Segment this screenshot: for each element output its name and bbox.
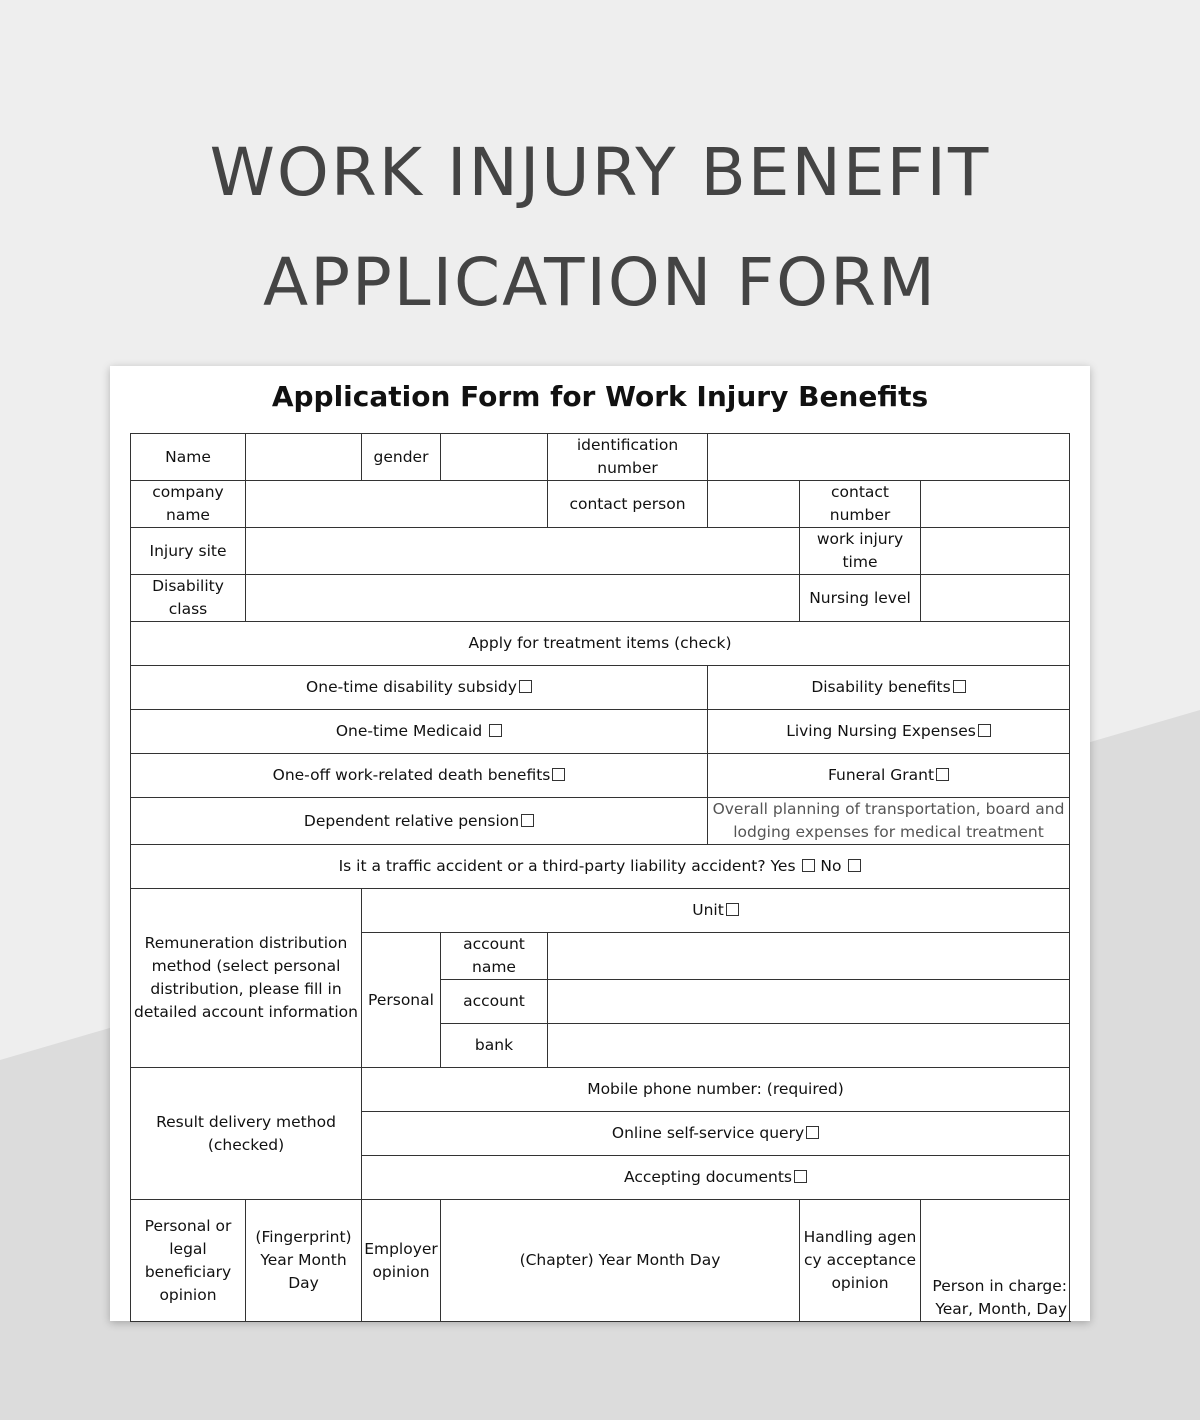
- name-label: Name: [131, 434, 246, 481]
- table-row: [131, 666, 1070, 710]
- unit-option[interactable]: [362, 889, 1070, 933]
- nursing-level-label: Nursing level: [800, 575, 921, 622]
- injury-site-label: Injury site: [131, 528, 246, 575]
- online-query-checkbox[interactable]: [806, 1126, 819, 1139]
- beneficiary-opinion-label: Personal or legal beneficiary opinion: [131, 1200, 246, 1322]
- work-injury-time-label: work injury time: [800, 528, 921, 575]
- dependent-pension-label: Dependent relative pension: [303, 811, 520, 830]
- disability-benefits-checkbox[interactable]: [953, 680, 966, 693]
- death-benefits-label: One-off work-related death benefits: [272, 766, 551, 784]
- table-row: [131, 622, 1070, 666]
- work-injury-time-field[interactable]: [921, 528, 1070, 575]
- account-field[interactable]: [548, 980, 1070, 1024]
- accepting-documents-checkbox[interactable]: [794, 1170, 807, 1183]
- unit-checkbox[interactable]: [726, 903, 739, 916]
- one-time-disability-subsidy-label: One-time disability subsidy: [306, 678, 517, 696]
- account-name-field[interactable]: [548, 933, 1070, 980]
- death-benefits-option[interactable]: [131, 754, 708, 798]
- living-nursing-expenses-checkbox[interactable]: [978, 724, 991, 737]
- one-time-medicaid-option[interactable]: [131, 710, 708, 754]
- accident-no-label: No: [820, 857, 842, 875]
- company-name-label: company name: [131, 481, 246, 528]
- fingerprint-date[interactable]: (Fingerprint) Year Month Day: [246, 1200, 362, 1322]
- agency-opinion-label: Handling agency acceptance opinion: [800, 1200, 921, 1322]
- funeral-grant-option[interactable]: [708, 754, 1070, 798]
- nursing-level-field[interactable]: [921, 575, 1070, 622]
- contact-person-field[interactable]: [708, 481, 800, 528]
- name-field[interactable]: [246, 434, 362, 481]
- funeral-grant-label: Funeral Grant: [827, 766, 935, 784]
- disability-benefits-option[interactable]: [708, 666, 1070, 710]
- application-table: [130, 433, 1070, 1322]
- banner-title: [0, 118, 1200, 338]
- funeral-grant-checkbox[interactable]: [936, 768, 949, 781]
- table-row: [131, 754, 1070, 798]
- chapter-date[interactable]: (Chapter) Year Month Day: [441, 1200, 800, 1322]
- one-time-disability-subsidy-checkbox[interactable]: [519, 680, 532, 693]
- accepting-documents-option[interactable]: [362, 1156, 1070, 1200]
- table-row: [131, 798, 1070, 845]
- living-nursing-expenses-label: Living Nursing Expenses: [786, 722, 976, 740]
- one-time-medicaid-label: One-time Medicaid: [335, 722, 483, 740]
- mobile-phone-field[interactable]: Mobile phone number: (required): [362, 1068, 1070, 1112]
- contact-number-field[interactable]: [921, 481, 1070, 528]
- online-query-label: Online self-service query: [611, 1124, 805, 1142]
- accident-question: [131, 845, 1070, 889]
- contact-number-label: contact number: [800, 481, 921, 528]
- dependent-pension-option[interactable]: [131, 798, 708, 845]
- identification-number-label: identification number: [548, 434, 708, 481]
- table-row: [131, 845, 1070, 889]
- employer-opinion-label: Employer opinion: [362, 1200, 441, 1322]
- dependent-pension-checkbox[interactable]: [521, 814, 534, 827]
- account-name-label: account name: [441, 933, 548, 980]
- banner-line-1: WORK INJURY BENEFIT: [209, 134, 991, 211]
- table-row: [131, 434, 1070, 481]
- accepting-documents-label: Accepting documents: [624, 1168, 793, 1186]
- unit-label: Unit: [692, 901, 724, 919]
- table-row: [131, 481, 1070, 528]
- disability-benefits-label: Disability benefits: [811, 678, 951, 696]
- disability-class-label: Disability class: [131, 575, 246, 622]
- personal-label: Personal: [362, 933, 441, 1068]
- gender-field[interactable]: [441, 434, 548, 481]
- form-sheet: [110, 366, 1090, 1321]
- person-in-charge-date[interactable]: Person in charge: Year, Month, Day: [921, 1200, 1070, 1322]
- living-nursing-expenses-option[interactable]: [708, 710, 1070, 754]
- bank-label: bank: [441, 1024, 548, 1068]
- injury-site-field[interactable]: [246, 528, 800, 575]
- accident-question-text: Is it a traffic accident or a third-party liability accident? Yes: [338, 857, 796, 875]
- delivery-method-label: Result delivery method (checked): [131, 1068, 362, 1200]
- table-row: [131, 710, 1070, 754]
- table-row: [131, 1068, 1070, 1112]
- death-benefits-checkbox[interactable]: [552, 768, 565, 781]
- remuneration-label: Remuneration distribution method (select personal distribution, please fill in detailed account information: [131, 889, 362, 1068]
- table-row: [131, 528, 1070, 575]
- accident-yes-checkbox[interactable]: [802, 859, 815, 872]
- treatment-header: Apply for treatment items (check): [131, 622, 1070, 666]
- one-time-disability-subsidy-option[interactable]: [131, 666, 708, 710]
- table-row: [131, 1200, 1070, 1322]
- one-time-medicaid-checkbox[interactable]: [489, 724, 502, 737]
- accident-no-checkbox[interactable]: [848, 859, 861, 872]
- transport-planning-option[interactable]: Overall planning of transportation, board and lodging expenses for medical treatment: [708, 798, 1070, 845]
- contact-person-label: contact person: [548, 481, 708, 528]
- gender-label: gender: [362, 434, 441, 481]
- identification-number-field[interactable]: [708, 434, 1070, 481]
- banner-line-2: APPLICATION FORM: [263, 244, 937, 321]
- form-title: Application Form for Work Injury Benefits: [271, 380, 929, 413]
- disability-class-field[interactable]: [246, 575, 800, 622]
- bank-field[interactable]: [548, 1024, 1070, 1068]
- account-label: account: [441, 980, 548, 1024]
- table-row: [131, 889, 1070, 933]
- online-query-option[interactable]: [362, 1112, 1070, 1156]
- table-row: [131, 575, 1070, 622]
- company-name-field[interactable]: [246, 481, 548, 528]
